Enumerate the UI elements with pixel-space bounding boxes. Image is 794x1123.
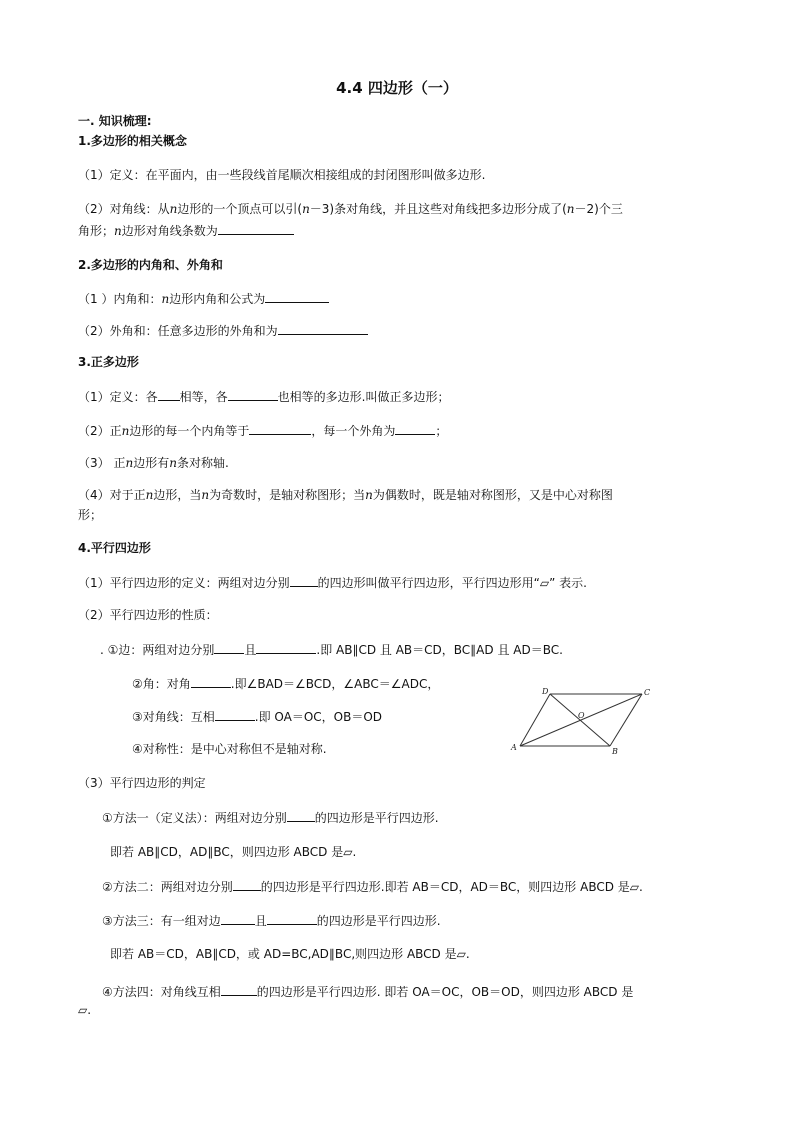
properties-heading: （2）平行四边形的性质： [78,608,218,622]
blank-criterion-4[interactable] [221,983,257,996]
blank-criterion-1[interactable] [287,809,315,822]
regular-polygon-definition: （1）定义：各 相等，各 也相等的多边形.叫做正多边形； [78,390,450,404]
exterior-angle-sum: （2）外角和：任意多边形的外角和为 [78,322,368,339]
blank-interior-sum[interactable] [265,290,329,303]
property-angles: ②角：对角 .即∠BAD＝∠BCD，∠ABC＝∠ADC， [132,677,440,691]
parallelogram-diagram [508,684,658,754]
blank-sides-1[interactable] [214,641,244,654]
heading-angle-sums: 2.多边形的内角和、外角和 [78,258,223,272]
label-o: O [578,711,585,720]
blank-diagonals[interactable] [215,708,255,721]
heading-regular-polygon: 3.正多边形 [78,355,139,369]
blank-sides-2[interactable] [256,641,316,654]
diagonal-line-1: （2）对角线：从n边形的一个顶点可以引(n－3)条对角线，并且这些对角线把多边形分成了(n－2)个三 [78,202,623,216]
blank-criterion-2[interactable] [233,878,261,891]
heading-polygon-concepts: 1.多边形的相关概念 [78,134,187,148]
blank-diagonal-count[interactable] [218,222,294,235]
blank-exterior-each[interactable] [395,422,435,435]
regular-polygon-angles: （2）正n边形的每一个内角等于 ，每一个外角为 ； [78,424,448,438]
blank-equal-2[interactable] [228,388,278,401]
diagonal-ac [520,694,642,746]
regular-polygon-symmetry-1: （4）对于正n边形，当n为奇数时，是轴对称图形；当n为偶数时，既是轴对称图形，又是中心对称图 [78,488,613,502]
label-d: D [542,687,549,696]
blank-angles[interactable] [191,675,231,688]
parallelogram-shape [520,694,642,746]
side-bc [610,694,642,746]
property-sides: . ①边：两组对边分别 且 .即 AB∥CD 且 AB＝CD，BC∥AD 且 AD＝BC. [100,643,563,657]
blank-equal-1[interactable] [158,388,180,401]
regular-polygon-symmetry-2: 形； [78,508,103,522]
criterion-1: ①方法一（定义法）：两组对边分别 的四边形是平行四边形. [102,811,439,825]
polygon-definition: （1）定义：在平面内，由一些段线首尾顺次相接组成的封闭图形叫做多边形. [78,168,486,182]
criterion-3-example: 即若 AB＝CD，AB∥CD，或 AD=BC,AD∥BC,则四边形 ABCD 是▱. [110,947,470,961]
blank-exterior-sum[interactable] [278,322,368,335]
label-a: A [511,743,517,752]
criterion-3: ③方法三：有一组对边 且 的四边形是平行四边形. [102,914,441,928]
property-diagonals: ③对角线：互相 .即 OA＝OC，OB＝OD [132,710,383,724]
diagonal-line-2: 角形；n边形对角线条数为 [78,222,294,239]
diagonal-bd [550,694,610,746]
blank-definition[interactable] [290,574,318,587]
criteria-heading: （3）平行四边形的判定 [78,776,206,790]
regular-polygon-axes: （3） 正n边形有n条对称轴. [78,456,229,470]
interior-angle-sum: （1 ）内角和：n边形内角和公式为 [78,290,329,307]
page-title: 4.4 四边形（一） [336,79,458,97]
parallelogram-definition: （1）平行四边形的定义：两组对边分别 的四边形叫做平行四边形，平行四边形用“▱” 表示. [78,576,587,590]
blank-criterion-3a[interactable] [221,912,255,925]
criterion-2: ②方法二：两组对边分别 的四边形是平行四边形.即若 AB＝CD，AD＝BC，则四边形 ABCD 是▱. [102,880,643,894]
criterion-4: ④方法四：对角线互相 的四边形是平行四边形. 即若 OA＝OC，OB＝OD，则四边形 ABCD 是 [102,985,634,999]
label-b: B [612,747,618,754]
criterion-4-end: ▱. [78,1003,92,1017]
blank-interior-each[interactable] [249,422,311,435]
property-symmetry: ④对称性：是中心对称但不是轴对称. [132,742,327,756]
side-da [520,694,550,746]
section-heading: 一. 知识梳理: [78,114,152,128]
heading-parallelogram: 4.平行四边形 [78,541,151,555]
parallelogram-symbol: ▱ [539,576,550,590]
label-c: C [644,688,651,697]
blank-criterion-3b[interactable] [267,912,317,925]
criterion-1-example: 即若 AB∥CD，AD∥BC，则四边形 ABCD 是▱. [110,845,357,859]
